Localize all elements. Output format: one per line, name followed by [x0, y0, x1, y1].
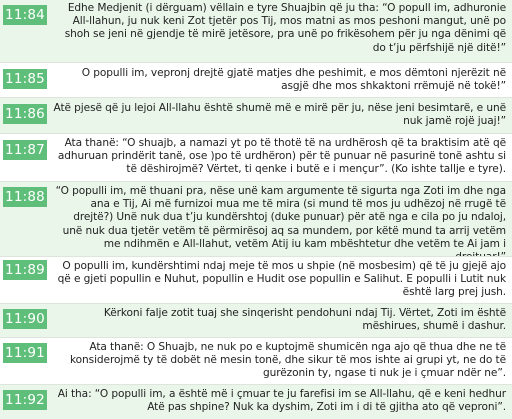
verse-row [0, 134, 512, 181]
verse-number[interactable]: 11:89 [3, 260, 47, 280]
verse-text: Atë pjesë që ju lejoi All-llahu është shumë më e mirë për ju, nëse jeni besimtarë, e unë nuk jamë rojë juaj!” [53, 102, 506, 128]
verse-text: “O populli im, më thuani pra, nëse unë kam argumente të sigurta nga Zoti im dhe nga ana e Tij, Ai më furnizoi mua me të mira (si mund të mos ju udhëzoj në rrugë të drejtë?) Unë nuk dua t’ju kundërshtoj (duke punuar) për atë nga e cila po ju ndaloj, unë nuk dua tjetër vetëm të përmirësoj aq sa mundem, por këtë mund ta arrij vetëm me ndihmën e All-llahut, vetëm Atij iu kam mbështetur dhe vetëm te Ai jam i [55, 185, 506, 250]
verse-row [0, 338, 512, 384]
verse-text: O populli im, kundërshtimi ndaj meje të mos u shpie (në mosbesim) që të ju gjejë ajo që e gjeti popullin e Nuhut, popullin e Hudit ose popullin e Salihut. E populli i Lutit nuk është larg prej jush. [57, 260, 506, 299]
verse-row [0, 63, 512, 97]
verse-row [0, 98, 512, 133]
verse-number[interactable]: 11:85 [3, 69, 47, 89]
verse-text: Edhe Medjenit (i dërguam) vëllain e tyre Shuajbin që ju tha: “O popull im, adhuronie All-llahun, ju nuk keni Zot tjetër pos Tij, mos matni as mos peshoni mangut, unë po shoh se jeni në gjendje të mirë jetësore, pra unë po frikësohem për ju nga dënimi që do t’ju përfshijë një ditë!” [64, 2, 506, 54]
verse-number[interactable]: 11:84 [3, 5, 47, 25]
verse-row [0, 257, 512, 303]
verse-number[interactable]: 11:86 [3, 104, 47, 124]
verse-row [0, 304, 512, 337]
verse-text: Kërkoni falje zotit tuaj she sinqerisht pendohuni ndaj Tij. Vërtet, Zoti im është mëshirues, shumë i dashur. [103, 307, 506, 333]
verse-text: Ai tha: “O populli im, a është më i çmuar te ju farefisi im se All-llahu, që e keni hedhur Atë pas shpine? Nuk ka dyshim, Zoti im i di të gjitha ato që veproni”. [57, 388, 506, 414]
verse-number[interactable]: 11:91 [3, 343, 47, 363]
verse-number[interactable]: 11:92 [3, 390, 47, 410]
verse-row [0, 385, 512, 419]
verse-row [0, 0, 512, 62]
verse-row [0, 182, 512, 256]
verse-number[interactable]: 11:90 [3, 309, 47, 329]
verse-number[interactable]: 11:87 [3, 140, 47, 160]
verse-text: Ata thanë: “O shuajb, a namazi yt po të thotë të na urdhërosh që ta braktisim atë që adhuruan prindërit tanë, ose )po të urdhëron) për të punuar në pasurinë tonë ashtu si të dëshirojmë? Vërtet, ti qenke i butë e i mençur”. (Ko ishte tallje e tyre). [57, 137, 506, 176]
verse-text: O populli im, vepronj drejtë gjatë matjes dhe peshimit, e mos dëmtoni njerëzit në asgjë dhe mos shkaktoni rrëmujë në tokë!” [81, 67, 506, 93]
verse-number[interactable]: 11:88 [3, 187, 47, 207]
verse-text: Ata thanë: O Shuajb, ne nuk po e kuptojmë shumicën nga ajo që thua dhe ne të konsiderojmë ty të dobët në mesin tonë, dhe sikur të mos ishte ai grupi yt, ne do të gurëzonin ty, ngase ti nuk je i çmuar ndër ne”. [70, 341, 506, 380]
